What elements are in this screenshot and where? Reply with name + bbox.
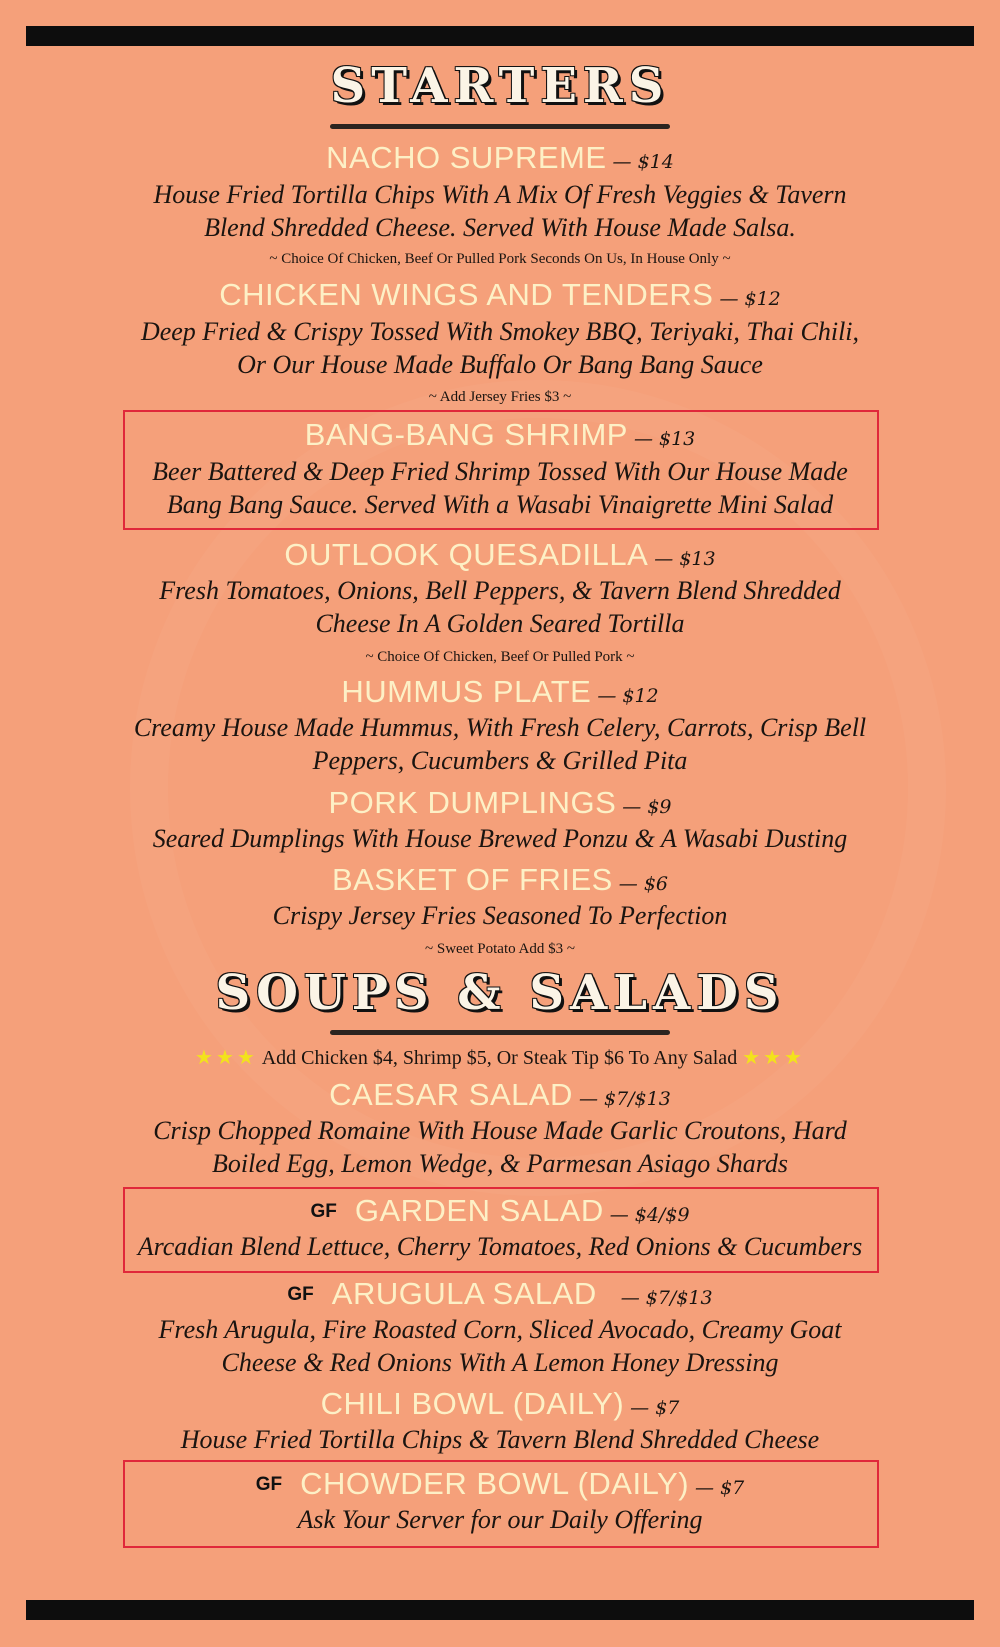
item-price: — $9	[622, 796, 672, 818]
item-price: — $7	[695, 1477, 745, 1499]
menu-item-chicken-wings	[0, 277, 1000, 313]
menu-item-chili-bowl	[0, 1386, 1000, 1422]
menu-item-garden-salad	[0, 1193, 1000, 1229]
stars-icon: ★★★	[742, 1047, 805, 1069]
item-name: GARDEN SALAD	[354, 1193, 604, 1228]
item-description: Creamy House Made Hummus, With Fresh Celery, Carrots, Crisp Bell	[133, 713, 867, 742]
starters-heading-underline	[330, 124, 670, 129]
item-description: Crisp Chopped Romaine With House Made Garlic Croutons, Hard	[153, 1116, 847, 1145]
item-price: — $13	[633, 428, 696, 450]
item-name: NACHO SUPREME	[326, 140, 607, 175]
item-description: Fresh Tomatoes, Onions, Bell Peppers, & Tavern Blend Shredded	[159, 576, 841, 605]
item-description: Deep Fried & Crispy Tossed With Smokey BBQ, Teriyaki, Thai Chili,	[140, 317, 860, 346]
gluten-free-badge: GF	[287, 1284, 314, 1305]
item-price: — $6	[618, 873, 669, 895]
menu-item-hummus-plate	[0, 674, 1000, 710]
item-description: Peppers, Cucumbers & Grilled Pita	[312, 746, 688, 775]
item-name: ARUGULA SALAD	[331, 1276, 597, 1311]
starters-heading: STARTERS	[330, 58, 670, 114]
menu-item-chowder-bowl	[0, 1466, 1000, 1502]
menu-item-bang-bang-shrimp	[0, 417, 1000, 453]
top-border-bar	[26, 26, 974, 46]
item-price: — $7/$13	[578, 1088, 671, 1110]
item-note: ~ Choice Of Chicken, Beef Or Pulled Pork ~	[365, 649, 635, 665]
salad-add-on-promo	[0, 1045, 1000, 1070]
item-description: Bang Bang Sauce. Served With a Wasabi Vinaigrette Mini Salad	[166, 490, 834, 519]
menu-item-basket-of-fries	[0, 862, 1000, 898]
soups-salads-heading-underline	[330, 1030, 670, 1035]
item-description: Or Our House Made Buffalo Or Bang Bang Sauce	[237, 350, 763, 379]
item-price: — $7/$13	[620, 1287, 713, 1309]
item-description: Cheese & Red Onions With A Lemon Honey Dressing	[221, 1348, 779, 1377]
soups-salads-heading: SOUPS & SALADS	[215, 965, 785, 1021]
item-name: BANG-BANG SHRIMP	[304, 417, 628, 452]
item-name: CHOWDER BOWL (DAILY)	[300, 1466, 690, 1501]
item-description: Blend Shredded Cheese. Served With House Made Salsa.	[204, 213, 796, 242]
stars-icon: ★★★	[195, 1047, 258, 1069]
item-description: Ask Your Server for our Daily Offering	[297, 1505, 703, 1534]
item-price: — $12	[719, 288, 781, 310]
item-price: — $7	[630, 1397, 680, 1419]
item-description: House Fried Tortilla Chips With A Mix Of Fresh Veggies & Tavern	[153, 180, 847, 209]
item-price: — $12	[597, 685, 659, 707]
item-price: — $14	[612, 151, 674, 173]
menu-item-arugula-salad	[0, 1276, 1000, 1312]
item-name: CHILI BOWL (DAILY)	[320, 1386, 625, 1421]
item-description: Seared Dumplings With House Brewed Ponzu & A Wasabi Dusting	[152, 824, 848, 853]
item-description: Boiled Egg, Lemon Wedge, & Parmesan Asiago Shards	[211, 1149, 789, 1178]
gluten-free-badge: GF	[310, 1201, 337, 1222]
promo-text: Add Chicken $4, Shrimp $5, Or Steak Tip $6 To Any Salad	[261, 1047, 738, 1069]
item-note: ~ Sweet Potato Add $3 ~	[425, 941, 575, 957]
item-name: BASKET OF FRIES	[331, 862, 613, 897]
item-price: — $4/$9	[609, 1204, 690, 1226]
item-description: House Fried Tortilla Chips & Tavern Blend Shredded Cheese	[180, 1425, 820, 1454]
item-description: Beer Battered & Deep Fried Shrimp Tossed With Our House Made	[152, 457, 848, 486]
menu-item-pork-dumplings	[0, 785, 1000, 821]
menu-item-caesar-salad	[0, 1077, 1000, 1113]
item-description: Fresh Arugula, Fire Roasted Corn, Sliced Avocado, Creamy Goat	[158, 1315, 842, 1344]
bottom-border-bar	[26, 1600, 974, 1620]
gluten-free-badge: GF	[255, 1474, 283, 1495]
item-name: HUMMUS PLATE	[341, 674, 592, 709]
item-name: PORK DUMPLINGS	[328, 785, 617, 820]
item-name: CAESAR SALAD	[329, 1077, 573, 1112]
item-description: Cheese In A Golden Seared Tortilla	[315, 609, 685, 638]
item-description: Arcadian Blend Lettuce, Cherry Tomatoes, Red Onions & Cucumbers	[137, 1232, 863, 1261]
item-description: Crispy Jersey Fries Seasoned To Perfection	[272, 901, 728, 930]
item-note: ~ Choice Of Chicken, Beef Or Pulled Pork Seconds On Us, In House Only ~	[269, 251, 731, 267]
item-price: — $13	[654, 548, 716, 570]
item-name: CHICKEN WINGS AND TENDERS	[219, 277, 714, 312]
menu-item-nacho-supreme	[0, 140, 1000, 176]
item-name: OUTLOOK QUESADILLA	[284, 537, 649, 572]
menu-item-outlook-quesadilla	[0, 537, 1000, 573]
item-note: ~ Add Jersey Fries $3 ~	[428, 389, 572, 405]
